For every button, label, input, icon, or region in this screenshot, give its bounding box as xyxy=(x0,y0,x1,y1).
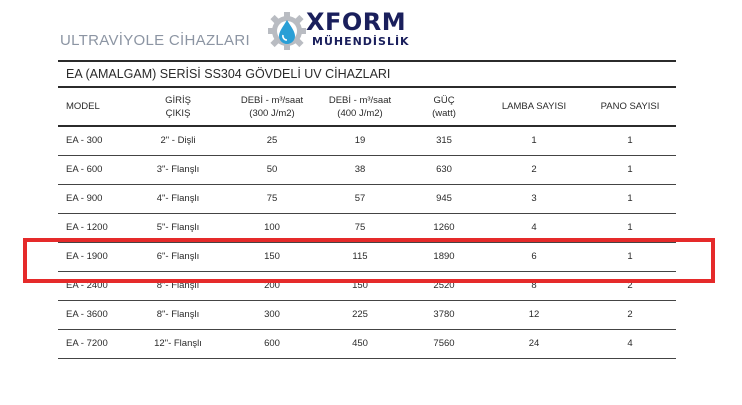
table-row xyxy=(58,155,676,184)
cell-flow-400: 115 xyxy=(316,242,404,271)
cell-inlet-outlet: 12"- Flanşlı xyxy=(128,329,228,358)
table-row xyxy=(58,329,676,358)
cell-power: 2520 xyxy=(404,271,484,300)
cell-power: 630 xyxy=(404,155,484,184)
cell-flow-400: 150 xyxy=(316,271,404,300)
cell-flow-300: 75 xyxy=(228,184,316,213)
column-header-flow-400: DEBİ - m³/saat (400 J/m2) xyxy=(316,88,404,126)
table-caption: EA (AMALGAM) SERİSİ SS304 GÖVDELİ UV CİHAZLARI xyxy=(58,62,676,88)
table-row xyxy=(58,184,676,213)
cell-inlet-outlet: 2" - Dişli xyxy=(128,126,228,155)
cell-model: EA - 600 xyxy=(58,155,128,184)
cell-flow-400: 225 xyxy=(316,300,404,329)
cell-panel-count: 4 xyxy=(584,329,676,358)
cell-lamp-count: 1 xyxy=(484,126,584,155)
cell-inlet-outlet: 5"- Flanşlı xyxy=(128,213,228,242)
cell-panel-count: 1 xyxy=(584,213,676,242)
cell-flow-400: 38 xyxy=(316,155,404,184)
logo-subtitle: MÜHENDİSLİK xyxy=(312,35,410,48)
section-title: ULTRAVİYOLE CİHAZLARI xyxy=(60,32,250,49)
cell-panel-count: 2 xyxy=(584,300,676,329)
cell-power: 3780 xyxy=(404,300,484,329)
cell-model: EA - 3600 xyxy=(58,300,128,329)
cell-inlet-outlet: 3"- Flanşlı xyxy=(128,155,228,184)
cell-inlet-outlet: 8"- Flanşlı xyxy=(128,271,228,300)
cell-inlet-outlet: 6"- Flanşlı xyxy=(128,242,228,271)
cell-flow-400: 19 xyxy=(316,126,404,155)
gear-water-drop-icon xyxy=(266,10,308,52)
cell-flow-400: 450 xyxy=(316,329,404,358)
cell-panel-count: 1 xyxy=(584,184,676,213)
column-header-panel-count: PANO SAYISI xyxy=(584,88,676,126)
table-row xyxy=(58,300,676,329)
cell-model: EA - 1900 xyxy=(58,242,128,271)
cell-flow-300: 300 xyxy=(228,300,316,329)
cell-inlet-outlet: 4"- Flanşlı xyxy=(128,184,228,213)
cell-flow-300: 50 xyxy=(228,155,316,184)
column-header-power: GÜÇ (watt) xyxy=(404,88,484,126)
column-header-flow-300: DEBİ - m³/saat (300 J/m2) xyxy=(228,88,316,126)
column-header-inlet-outlet: GİRİŞ ÇIKIŞ xyxy=(128,88,228,126)
cell-flow-300: 600 xyxy=(228,329,316,358)
cell-lamp-count: 24 xyxy=(484,329,584,358)
cell-flow-300: 100 xyxy=(228,213,316,242)
cell-power: 7560 xyxy=(404,329,484,358)
cell-model: EA - 7200 xyxy=(58,329,128,358)
cell-lamp-count: 8 xyxy=(484,271,584,300)
product-table-section xyxy=(58,60,676,359)
cell-panel-count: 1 xyxy=(584,242,676,271)
cell-power: 1260 xyxy=(404,213,484,242)
cell-power: 315 xyxy=(404,126,484,155)
cell-model: EA - 1200 xyxy=(58,213,128,242)
cell-model: EA - 2400 xyxy=(58,271,128,300)
cell-power: 945 xyxy=(404,184,484,213)
uv-device-table xyxy=(58,88,676,359)
cell-lamp-count: 3 xyxy=(484,184,584,213)
cell-inlet-outlet: 8"- Flanşlı xyxy=(128,300,228,329)
table-header-row xyxy=(58,88,676,126)
cell-flow-400: 75 xyxy=(316,213,404,242)
row-highlight-box xyxy=(23,238,715,283)
cell-flow-300: 200 xyxy=(228,271,316,300)
table-row xyxy=(58,126,676,155)
cell-lamp-count: 6 xyxy=(484,242,584,271)
logo-wordmark: XFORM xyxy=(306,8,407,36)
cell-flow-300: 25 xyxy=(228,126,316,155)
cell-flow-400: 57 xyxy=(316,184,404,213)
company-logo xyxy=(266,8,416,54)
cell-lamp-count: 2 xyxy=(484,155,584,184)
cell-panel-count: 1 xyxy=(584,155,676,184)
cell-power: 1890 xyxy=(404,242,484,271)
cell-panel-count: 2 xyxy=(584,271,676,300)
cell-flow-300: 150 xyxy=(228,242,316,271)
cell-model: EA - 900 xyxy=(58,184,128,213)
cell-model: EA - 300 xyxy=(58,126,128,155)
column-header-model: MODEL xyxy=(58,88,128,126)
cell-lamp-count: 4 xyxy=(484,213,584,242)
page-header xyxy=(0,0,742,58)
cell-panel-count: 1 xyxy=(584,126,676,155)
column-header-lamp-count: LAMBA SAYISI xyxy=(484,88,584,126)
cell-lamp-count: 12 xyxy=(484,300,584,329)
